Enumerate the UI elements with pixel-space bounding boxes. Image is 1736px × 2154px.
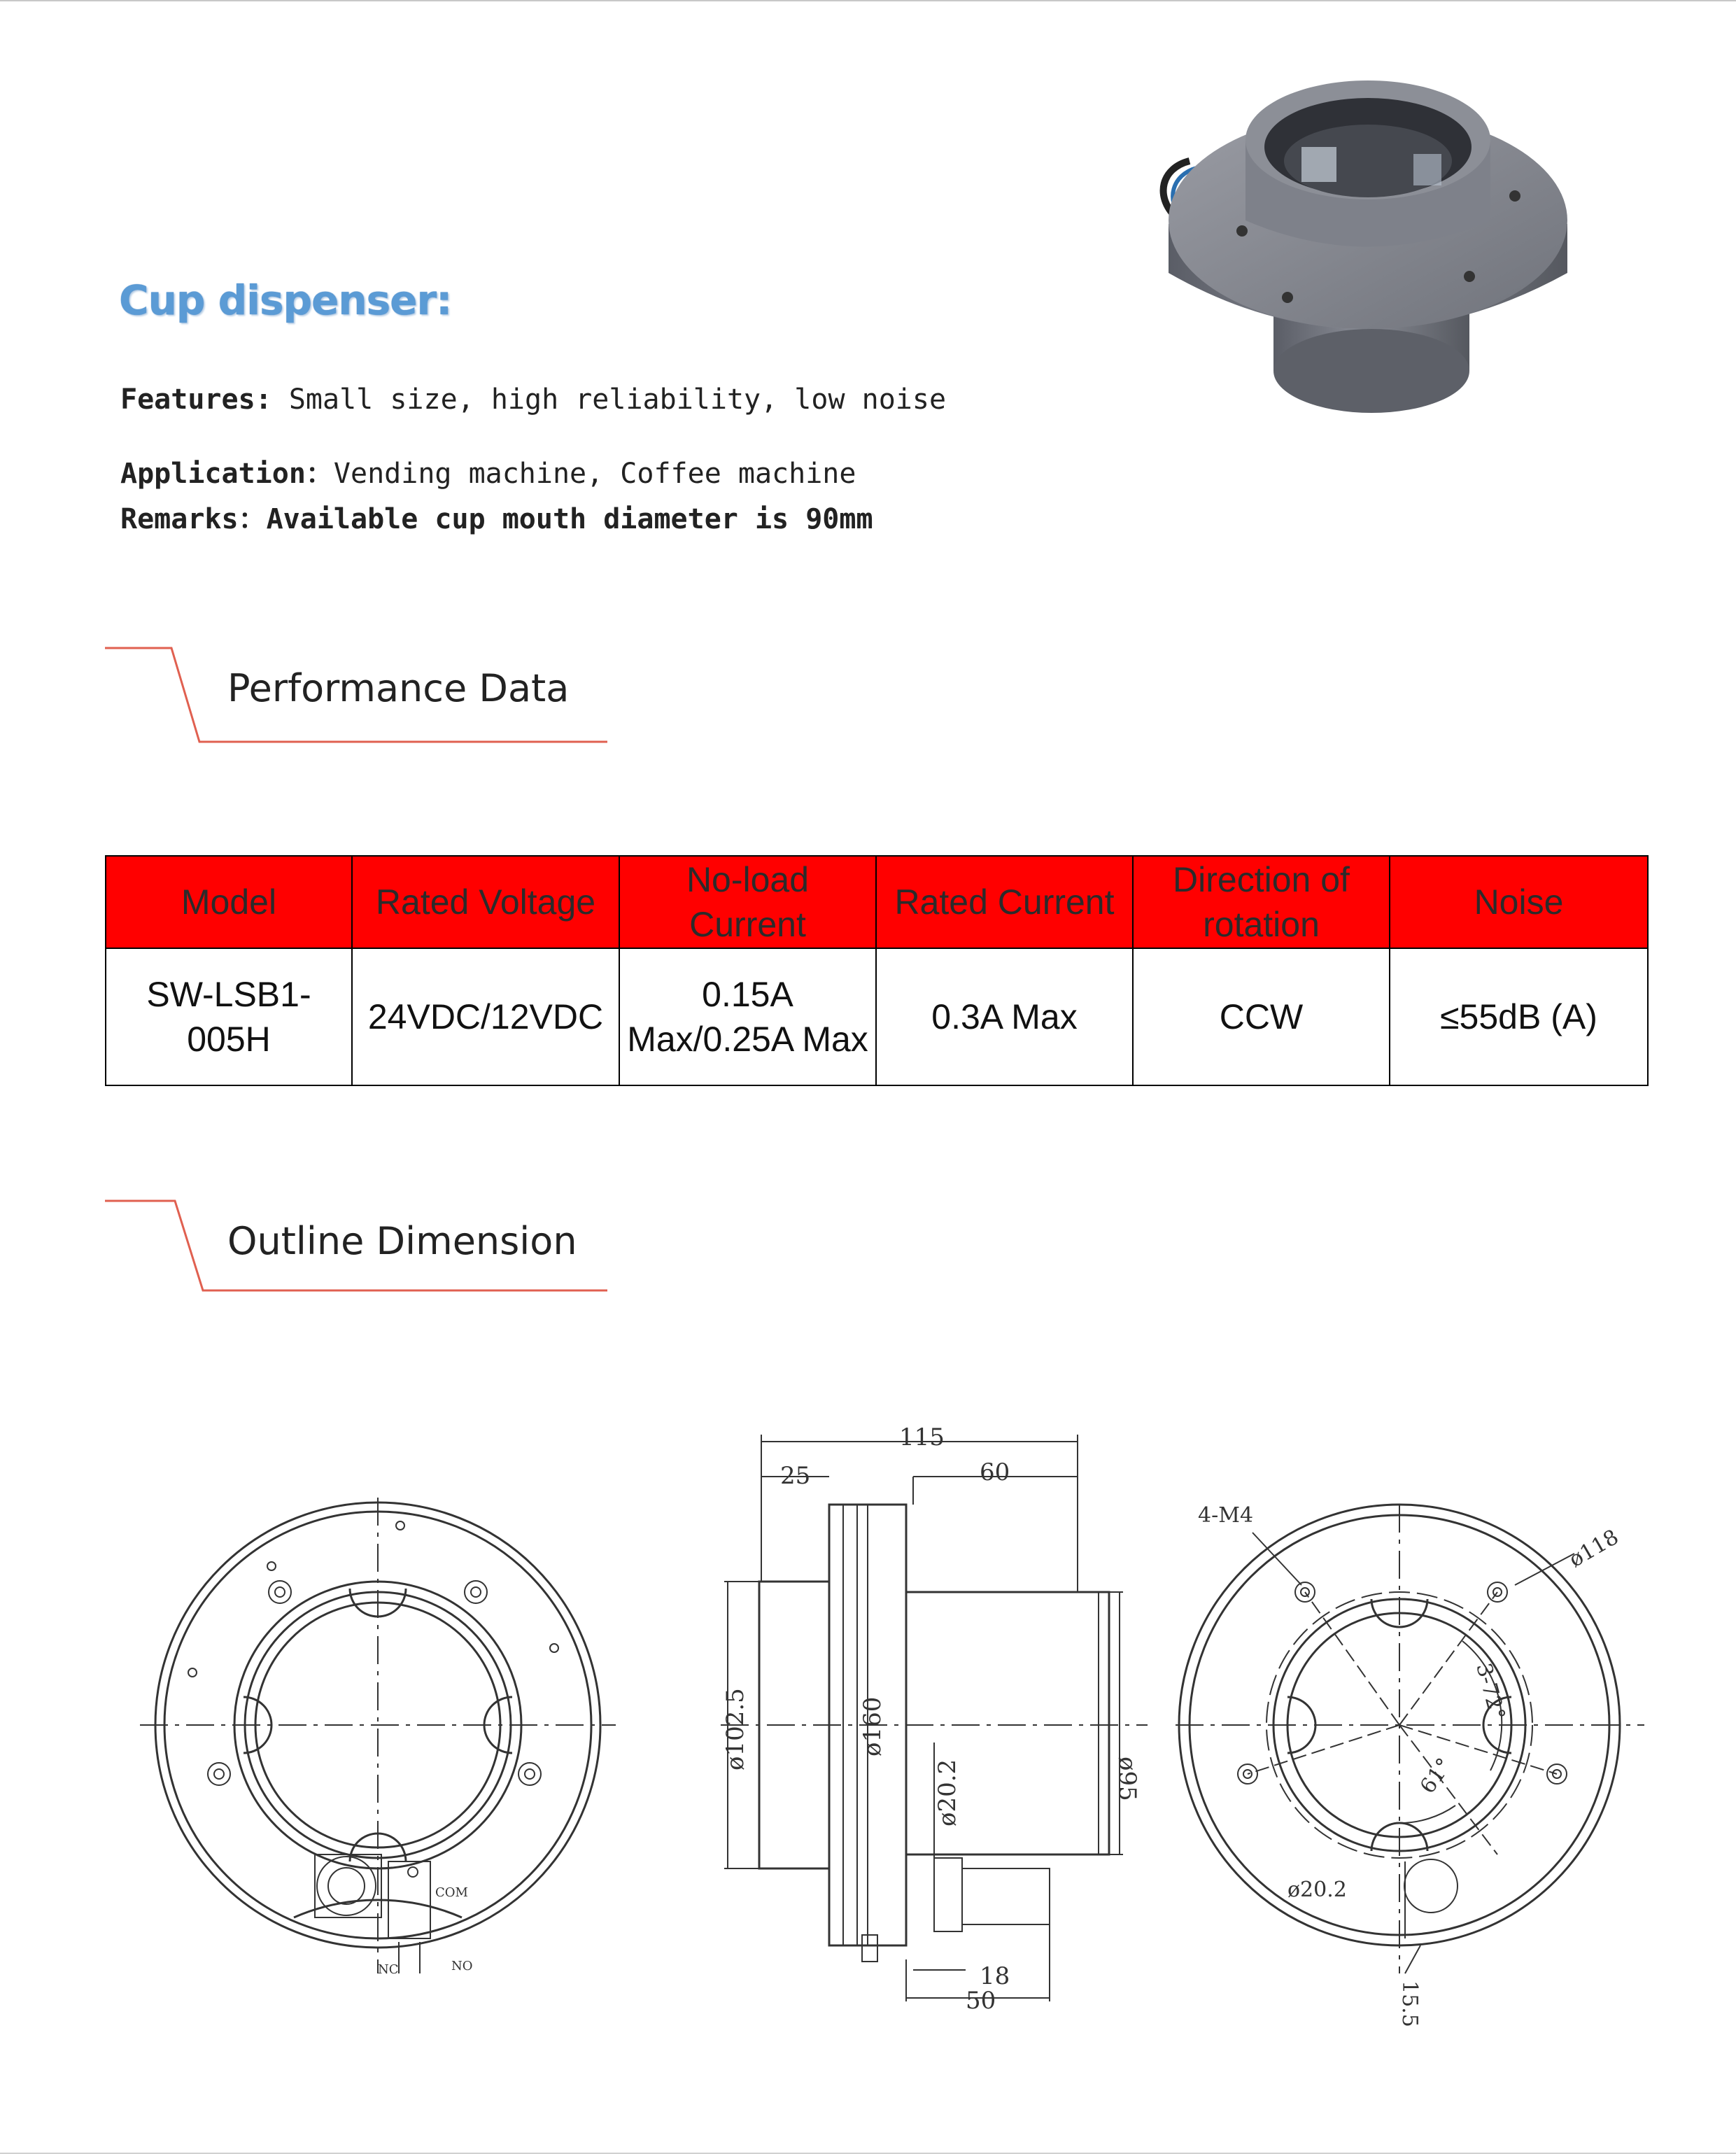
application-label: Application： bbox=[120, 458, 334, 490]
performance-table bbox=[105, 855, 1649, 1086]
dim-dia-pin: ø20.2 bbox=[933, 1759, 961, 1826]
header-noise: Noise bbox=[1390, 856, 1648, 948]
header-rated-current: Rated Current bbox=[876, 856, 1133, 948]
dim-right-dia-pin: ø20.2 bbox=[1287, 1878, 1347, 1902]
header-no-load-current: No-load Current bbox=[619, 856, 876, 948]
nc-label: NC bbox=[378, 1962, 399, 1977]
dim-motor-length: 50 bbox=[966, 1987, 996, 2015]
product-title: Cup dispenser: bbox=[119, 276, 452, 324]
rear-view-drawing bbox=[1176, 1503, 1644, 2027]
outline-drawings bbox=[0, 1414, 1736, 2141]
table-header-row bbox=[106, 856, 1648, 948]
header-model: Model bbox=[106, 856, 352, 948]
table-row bbox=[106, 948, 1648, 1085]
cell-rated-voltage: 24VDC/12VDC bbox=[352, 948, 619, 1085]
dim-motor-offset: 18 bbox=[980, 1962, 1010, 1990]
outline-section-header bbox=[105, 1198, 609, 1296]
cell-noise: ≤55dB (A) bbox=[1390, 948, 1648, 1085]
cell-direction: CCW bbox=[1133, 948, 1390, 1085]
cell-model: SW-LSB1-005H bbox=[106, 948, 352, 1085]
header-direction: Direction of rotation bbox=[1133, 856, 1390, 948]
performance-section-header bbox=[105, 645, 609, 743]
dim-angle-pattern: 3-72° bbox=[1471, 1661, 1510, 1723]
features-line bbox=[120, 383, 946, 416]
dim-offset: 15.5 bbox=[1397, 1980, 1422, 2027]
side-view-drawing bbox=[721, 1423, 1148, 2015]
dim-total-width: 115 bbox=[899, 1423, 945, 1451]
dim-outlet-length: 60 bbox=[980, 1458, 1010, 1486]
remarks-label: Remarks： bbox=[120, 503, 267, 535]
dim-inlet-length: 25 bbox=[780, 1462, 811, 1490]
remarks-value: Available cup mouth diameter is 90mm bbox=[266, 503, 873, 535]
top-rule bbox=[0, 0, 1736, 1]
cell-rated-current: 0.3A Max bbox=[876, 948, 1133, 1085]
header-rated-voltage: Rated Voltage bbox=[352, 856, 619, 948]
dim-dia-inlet: ø102.5 bbox=[721, 1688, 749, 1771]
dim-bolt-circle: ø118 bbox=[1565, 1524, 1623, 1572]
performance-title: Performance Data bbox=[227, 666, 570, 710]
features-label: Features: bbox=[120, 383, 272, 416]
application-line bbox=[120, 451, 856, 491]
remarks-line bbox=[120, 497, 873, 537]
cell-no-load-current: 0.15A Max/0.25A Max bbox=[619, 948, 876, 1085]
outline-title: Outline Dimension bbox=[227, 1219, 577, 1263]
features-value: Small size, high reliability, low noise bbox=[271, 383, 947, 416]
dim-angle: 61° bbox=[1415, 1753, 1458, 1798]
no-label: NO bbox=[451, 1959, 473, 1973]
application-value: Vending machine, Coffee machine bbox=[333, 458, 856, 490]
com-label: COM bbox=[435, 1885, 468, 1900]
front-view-drawing bbox=[140, 1498, 616, 1977]
dim-dia-flange: ø160 bbox=[859, 1696, 887, 1757]
dim-holes: 4-M4 bbox=[1198, 1503, 1254, 1528]
dim-dia-outlet: ø95 bbox=[1113, 1757, 1141, 1801]
cup-dispenser-photo bbox=[1148, 63, 1581, 441]
